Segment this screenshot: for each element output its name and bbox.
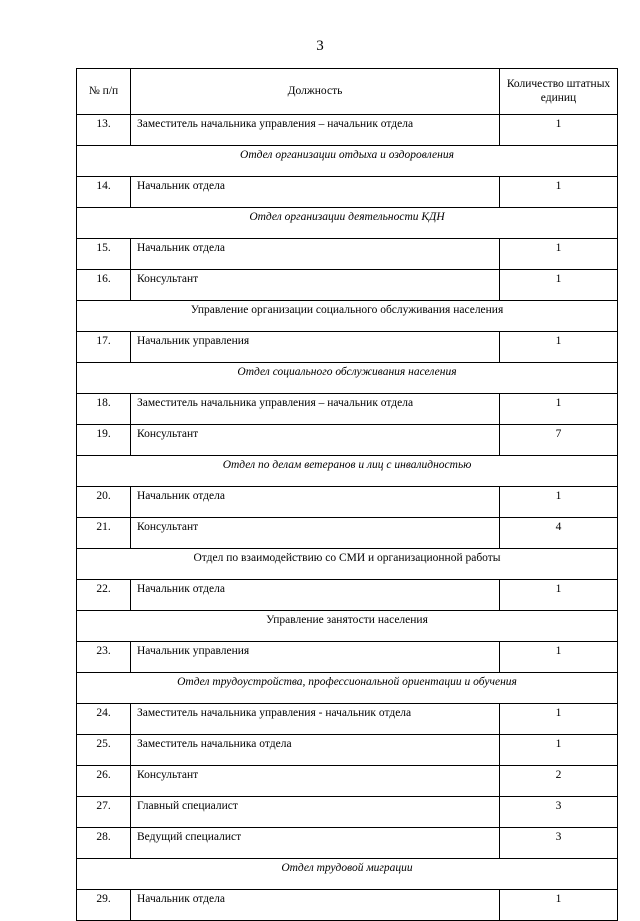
- header-quantity: Количество штатных единиц: [500, 69, 618, 115]
- position-cell: Начальник управления: [131, 332, 500, 363]
- table-row: [77, 518, 618, 549]
- position-cell: Заместитель начальника управления – начальник отдела: [131, 115, 500, 146]
- position-cell: Главный специалист: [131, 797, 500, 828]
- table-row: [77, 890, 618, 921]
- section-header-row: [77, 146, 618, 177]
- position-cell: Начальник отдела: [131, 487, 500, 518]
- quantity-cell: 4: [500, 518, 618, 549]
- table-row: [77, 735, 618, 766]
- position-cell: Консультант: [131, 766, 500, 797]
- section-title: Отдел по взаимодействию со СМИ и организационной работы: [77, 549, 618, 580]
- position-cell: Начальник управления: [131, 642, 500, 673]
- table-row: [77, 270, 618, 301]
- table-row: [77, 580, 618, 611]
- section-title: Управление занятости населения: [77, 611, 618, 642]
- quantity-cell: 1: [500, 704, 618, 735]
- position-cell: Заместитель начальника отдела: [131, 735, 500, 766]
- quantity-cell: 1: [500, 239, 618, 270]
- quantity-cell: 2: [500, 766, 618, 797]
- quantity-cell: 3: [500, 828, 618, 859]
- section-title: Отдел организации отдыха и оздоровления: [77, 146, 618, 177]
- position-cell: Начальник отдела: [131, 890, 500, 921]
- position-cell: Консультант: [131, 518, 500, 549]
- quantity-cell: 1: [500, 115, 618, 146]
- row-number: 18.: [77, 394, 131, 425]
- table-row: [77, 487, 618, 518]
- header-number: № п/п: [77, 69, 131, 115]
- row-number: 24.: [77, 704, 131, 735]
- row-number: 23.: [77, 642, 131, 673]
- row-number: 25.: [77, 735, 131, 766]
- quantity-cell: 1: [500, 735, 618, 766]
- section-title: Управление организации социального обслуживания населения: [77, 301, 618, 332]
- row-number: 26.: [77, 766, 131, 797]
- table-row: [77, 332, 618, 363]
- row-number: 14.: [77, 177, 131, 208]
- section-title: Отдел трудоустройства, профессиональной ориентации и обучения: [77, 673, 618, 704]
- position-cell: Консультант: [131, 270, 500, 301]
- row-number: 29.: [77, 890, 131, 921]
- table-row: [77, 115, 618, 146]
- quantity-cell: 1: [500, 394, 618, 425]
- table-body: [77, 115, 618, 921]
- section-header-row: [77, 673, 618, 704]
- table-row: [77, 642, 618, 673]
- table-row: [77, 704, 618, 735]
- row-number: 22.: [77, 580, 131, 611]
- section-header-row: [77, 456, 618, 487]
- quantity-cell: 1: [500, 332, 618, 363]
- row-number: 28.: [77, 828, 131, 859]
- section-header-row: [77, 859, 618, 890]
- quantity-cell: 1: [500, 177, 618, 208]
- table-row: [77, 394, 618, 425]
- section-title: Отдел организации деятельности КДН: [77, 208, 618, 239]
- section-header-row: [77, 301, 618, 332]
- section-header-row: [77, 611, 618, 642]
- position-cell: Заместитель начальника управления - начальник отдела: [131, 704, 500, 735]
- section-title: Отдел трудовой миграции: [77, 859, 618, 890]
- section-title: Отдел социального обслуживания населения: [77, 363, 618, 394]
- row-number: 20.: [77, 487, 131, 518]
- quantity-cell: 1: [500, 890, 618, 921]
- header-position: Должность: [131, 69, 500, 115]
- table-row: [77, 177, 618, 208]
- position-cell: Заместитель начальника управления – начальник отдела: [131, 394, 500, 425]
- quantity-cell: 1: [500, 642, 618, 673]
- position-cell: Начальник отдела: [131, 580, 500, 611]
- position-cell: Ведущий специалист: [131, 828, 500, 859]
- quantity-cell: 1: [500, 270, 618, 301]
- section-title: Отдел по делам ветеранов и лиц с инвалидностью: [77, 456, 618, 487]
- section-header-row: [77, 208, 618, 239]
- table-row: [77, 766, 618, 797]
- quantity-cell: 3: [500, 797, 618, 828]
- row-number: 19.: [77, 425, 131, 456]
- table-row: [77, 797, 618, 828]
- table-header-row: [77, 69, 618, 115]
- position-cell: Начальник отдела: [131, 177, 500, 208]
- quantity-cell: 1: [500, 487, 618, 518]
- table-row: [77, 425, 618, 456]
- quantity-cell: 7: [500, 425, 618, 456]
- table-row: [77, 239, 618, 270]
- page-number: 3: [316, 38, 324, 54]
- table-row: [77, 828, 618, 859]
- section-header-row: [77, 549, 618, 580]
- row-number: 13.: [77, 115, 131, 146]
- row-number: 16.: [77, 270, 131, 301]
- position-cell: Консультант: [131, 425, 500, 456]
- row-number: 15.: [77, 239, 131, 270]
- section-header-row: [77, 363, 618, 394]
- staff-table: [76, 68, 618, 921]
- position-cell: Начальник отдела: [131, 239, 500, 270]
- quantity-cell: 1: [500, 580, 618, 611]
- row-number: 27.: [77, 797, 131, 828]
- row-number: 17.: [77, 332, 131, 363]
- row-number: 21.: [77, 518, 131, 549]
